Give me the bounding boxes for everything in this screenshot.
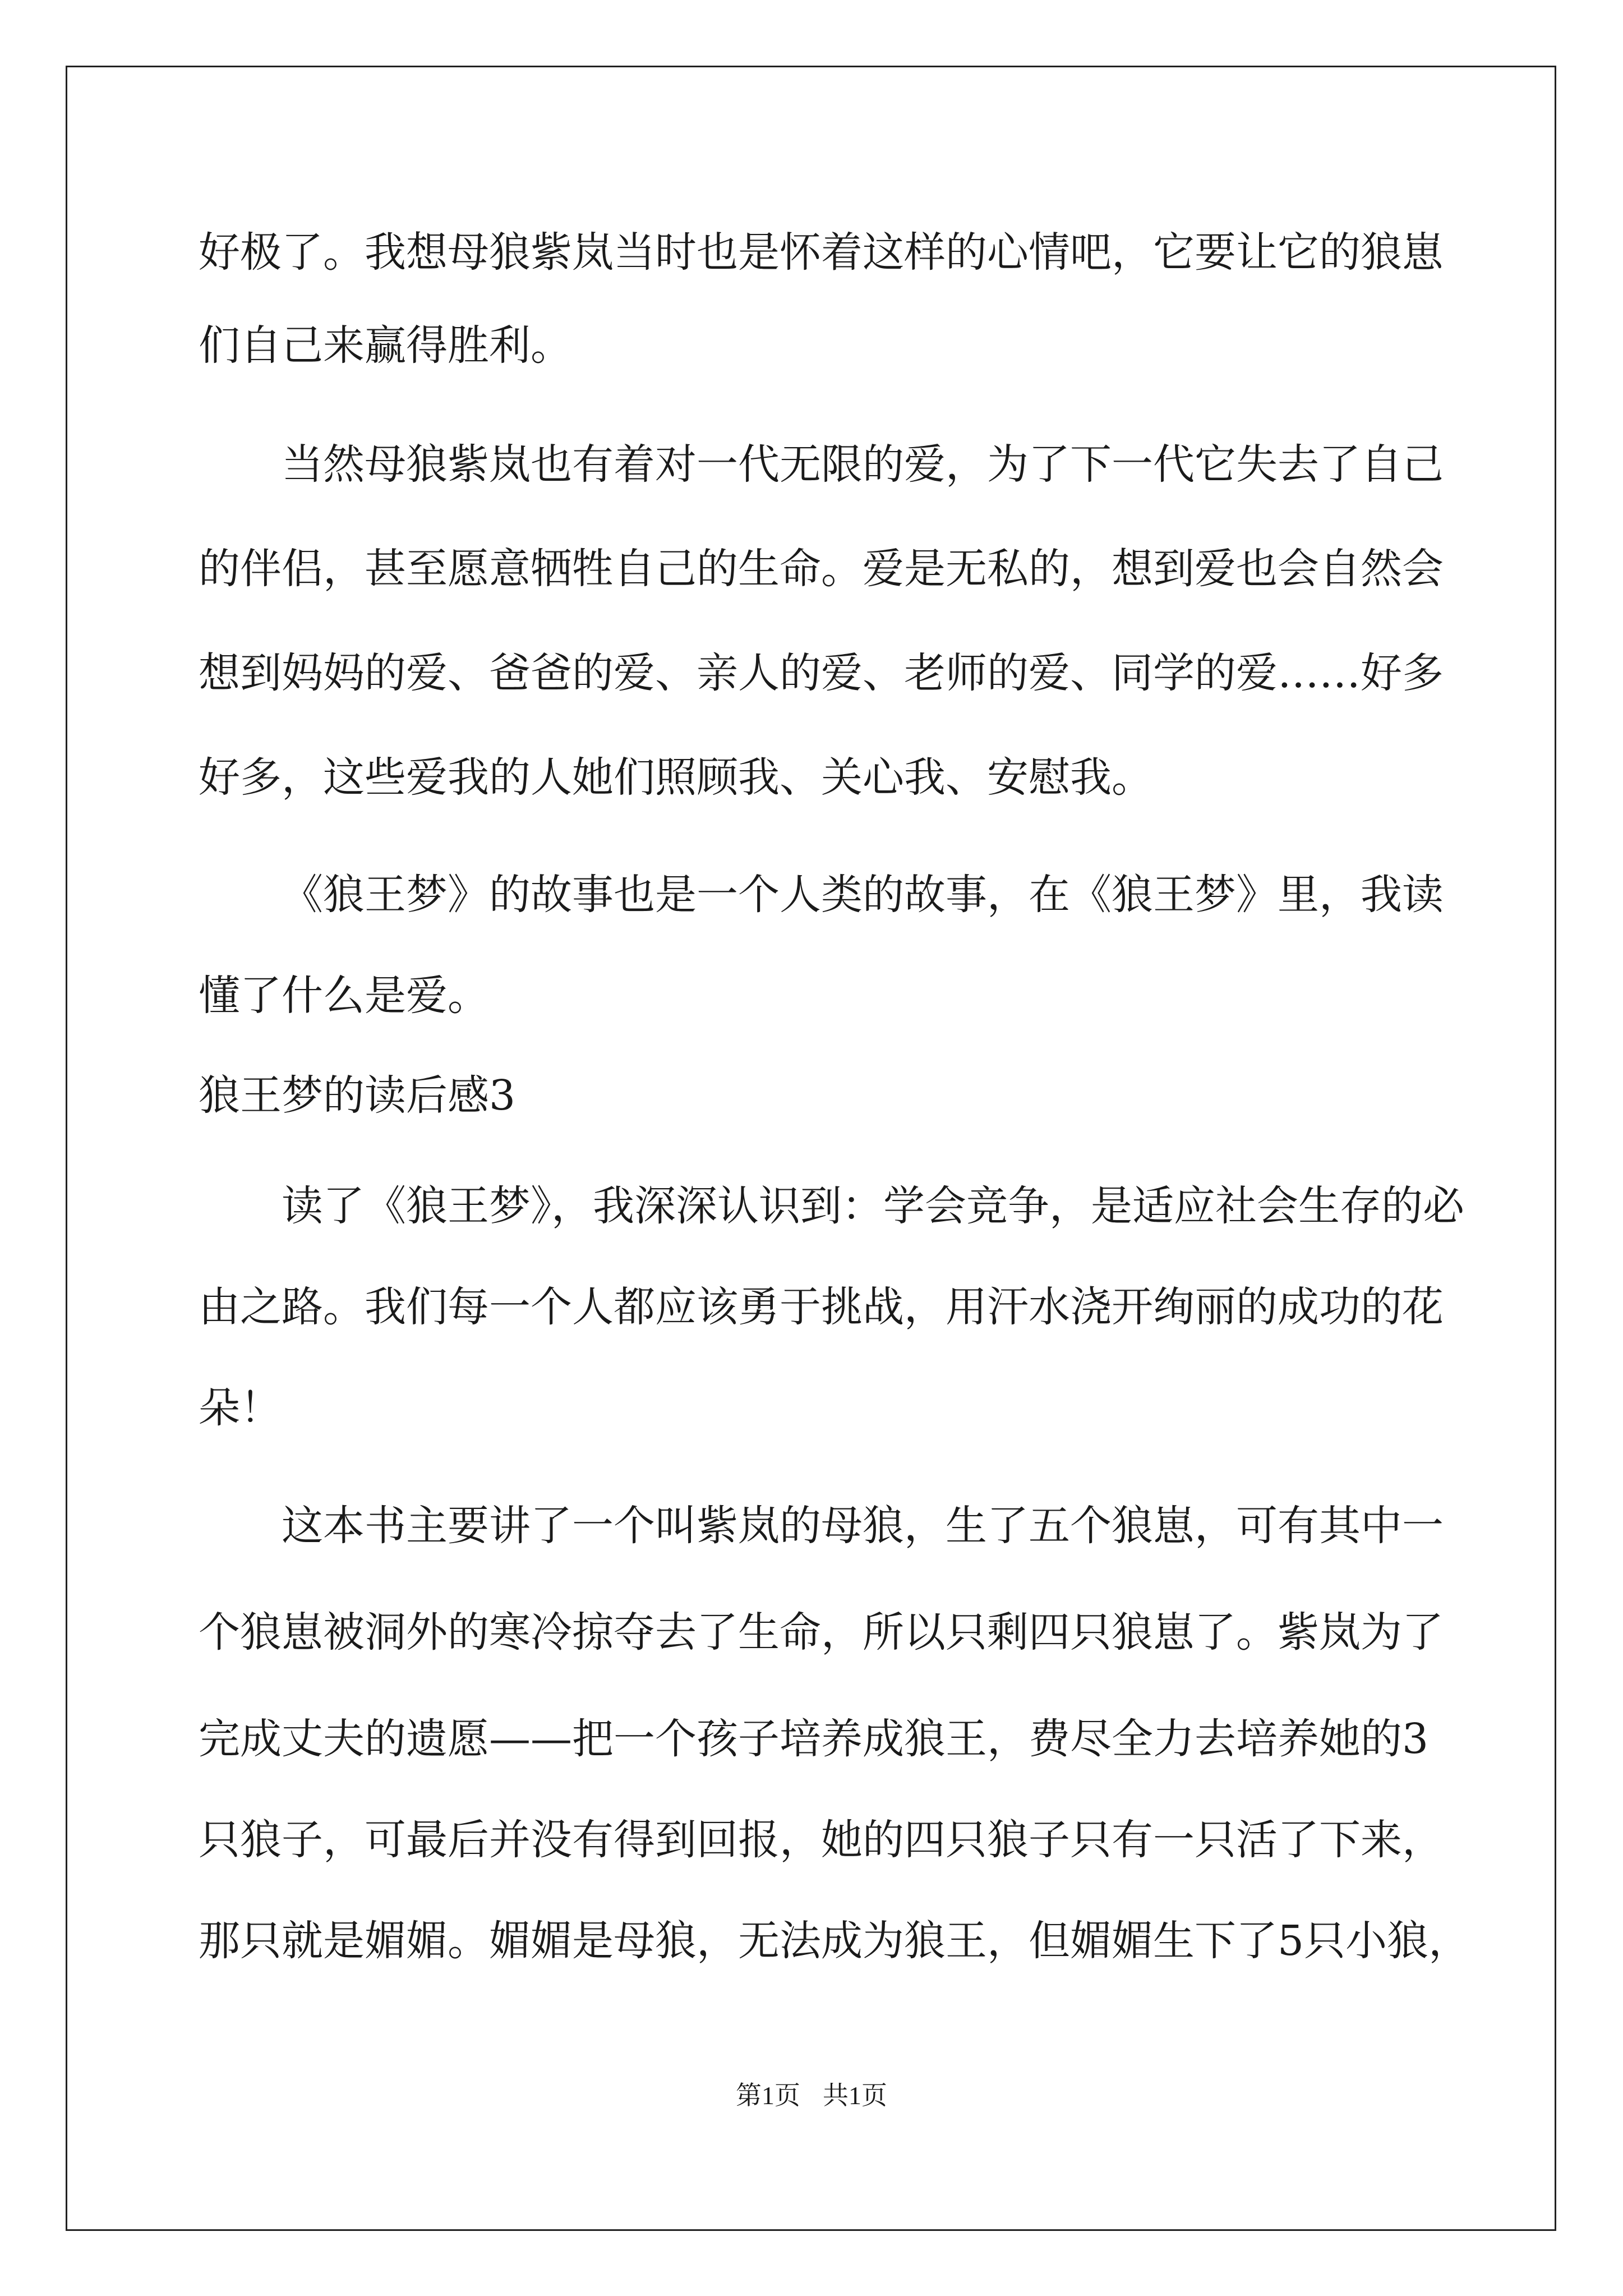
page-total: 共1页 <box>823 2081 887 2110</box>
text-line: 的伴侣，甚至愿意牺牲自己的生命。爱是无私的，想到爱也会自然会 <box>199 545 1444 593</box>
text-line: 朵！ <box>199 1384 282 1432</box>
text-line: 这本书主要讲了一个叫紫岚的母狼，生了五个狼崽，可有其中一 <box>282 1502 1444 1550</box>
text-line: 完成丈夫的遗愿——把一个孩子培养成狼王，费尽全力去培养她的3 <box>199 1715 1429 1763</box>
text-line: 《狼王梦》的故事也是一个人类的故事，在《狼王梦》里，我读 <box>282 871 1444 919</box>
text-line: 懂了什么是爱。 <box>199 972 489 1020</box>
text-line: 想到妈妈的爱、爸爸的爱、亲人的爱、老师的爱、同学的爱……好多 <box>199 649 1444 697</box>
text-line: 当然母狼紫岚也有着对一代无限的爱，为了下一代它失去了自己 <box>282 440 1444 489</box>
page-number: 第1页 <box>736 2081 800 2110</box>
text-line: 只狼子，可最后并没有得到回报，她的四只狼子只有一只活了下来， <box>199 1816 1444 1864</box>
text-line: 那只就是媚媚。媚媚是母狼，无法成为狼王，但媚媚生下了5只小狼， <box>199 1917 1470 1965</box>
text-line: 好多，这些爱我的人她们照顾我、关心我、安慰我。 <box>199 753 1153 802</box>
text-line: 好极了。我想母狼紫岚当时也是怀着这样的心情吧，它要让它的狼崽 <box>199 228 1444 277</box>
text-line: 由之路。我们每一个人都应该勇于挑战，用汗水浇开绚丽的成功的花 <box>199 1283 1444 1331</box>
text-line: 读了《狼王梦》，我深深认识到：学会竞争，是适应社会生存的必 <box>282 1182 1464 1230</box>
page-border <box>66 66 1556 2231</box>
page-footer <box>0 2079 1623 2113</box>
text-line: 们自己来赢得胜利。 <box>199 321 572 370</box>
text-line: 个狼崽被洞外的寒冷掠夺去了生命，所以只剩四只狼崽了。紫岚为了 <box>199 1608 1444 1657</box>
section-heading: 狼王梦的读后感3 <box>199 1071 516 1120</box>
